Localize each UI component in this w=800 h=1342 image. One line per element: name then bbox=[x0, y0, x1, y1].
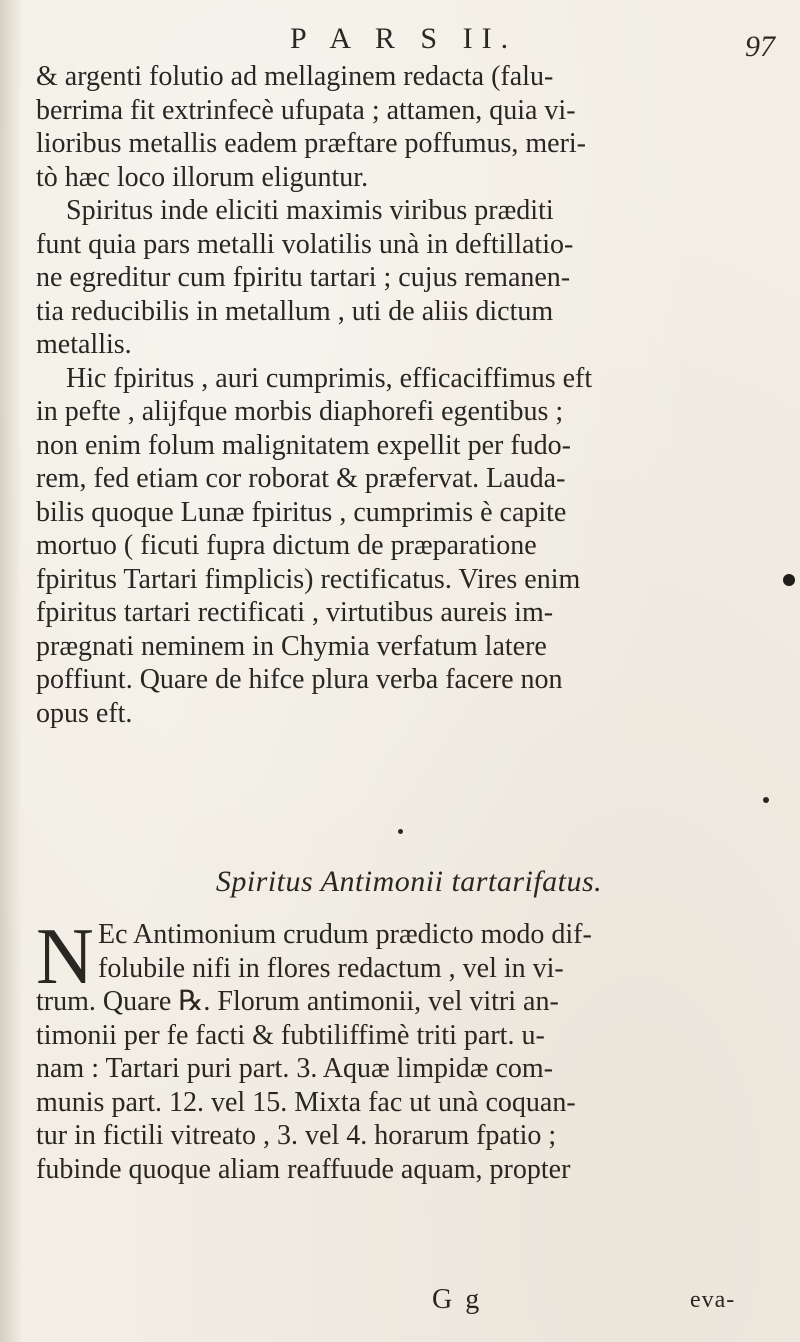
text-line: tur in fictili vitreato , 3. vel 4. horarum fpatio ; bbox=[36, 1120, 557, 1151]
drop-cap: N bbox=[36, 913, 94, 1001]
text-line: fpiritus tartari rectificati , virtutibus aureis im- bbox=[36, 597, 554, 628]
page-number: 97 bbox=[745, 30, 775, 63]
signature-mark: G g bbox=[432, 1284, 483, 1315]
text-line: poffiunt. Quare de hifce plura verba facere non bbox=[36, 664, 563, 695]
section-text bbox=[36, 913, 768, 1186]
text-line: metallis. bbox=[36, 329, 132, 360]
text-line: folubile nifi in flores redactum , vel in vi- bbox=[98, 952, 564, 984]
text-line: nam : Tartari puri part. 3. Aquæ limpidæ com- bbox=[36, 1053, 554, 1084]
text-line: mortuo ( ficuti fupra dictum de præparatione bbox=[36, 530, 537, 561]
text-line: funt quia pars metalli volatilis unà in deftillatio- bbox=[36, 228, 574, 260]
stray-ink-dot bbox=[398, 829, 403, 834]
text-line: prægnati neminem in Chymia verfatum latere bbox=[36, 630, 547, 662]
text-line: tia reducibilis in metallum , uti de aliis dictum bbox=[36, 295, 554, 327]
text-line: & argenti folutio ad mellaginem redacta (falu- bbox=[36, 61, 554, 92]
text-line: berrima fit extrinfecè ufupata ; attamen, quia vi- bbox=[36, 94, 576, 126]
page-header bbox=[0, 14, 800, 62]
text-line: lioribus metallis eadem præftare poffumus, meri- bbox=[36, 128, 587, 159]
text-line: Hic fpiritus , auri cumprimis, efficaciffimus eft bbox=[66, 362, 593, 394]
main-text bbox=[36, 60, 768, 730]
text-line: timonii per fe facti & fubtiliffimè triti part. u- bbox=[36, 1019, 545, 1051]
running-head: P A R S II. bbox=[290, 22, 518, 55]
text-line: ne egreditur cum fpiritu tartari ; cujus remanen- bbox=[36, 262, 571, 293]
text-line: munis part. 12. vel 15. Mixta fac ut unà coquan- bbox=[36, 1086, 576, 1118]
section-title: Spiritus Antimonii tartarifatus. bbox=[215, 865, 603, 898]
stray-ink-dot bbox=[763, 797, 769, 803]
text-line: tò hæc loco illorum eliguntur. bbox=[36, 161, 369, 193]
text-line: non enim folum malignitatem expellit per fudo- bbox=[36, 429, 571, 461]
gutter-shadow bbox=[0, 0, 22, 1342]
text-line: fubinde quoque aliam reaffuude aquam, propter bbox=[36, 1153, 571, 1185]
text-line: opus eft. bbox=[36, 697, 133, 729]
text-line: fpiritus Tartari fimplicis) rectificatus. Vires enim bbox=[36, 563, 581, 595]
text-line: trum. Quare ℞. Florum antimonii, vel vitri an- bbox=[36, 986, 559, 1017]
text-line: Spiritus inde eliciti maximis viribus præditi bbox=[66, 195, 554, 226]
catchword: eva- bbox=[690, 1287, 736, 1313]
text-line: bilis quoque Lunæ fpiritus , cumprimis è capite bbox=[36, 496, 567, 528]
text-line: Ec Antimonium crudum prædicto modo dif- bbox=[98, 919, 592, 950]
margin-ink-dot bbox=[783, 574, 795, 586]
text-line: rem, fed etiam cor roborat & præfervat. Lauda- bbox=[36, 463, 566, 494]
text-line: in pefte , alijfque morbis diaphorefi egentibus ; bbox=[36, 396, 564, 427]
